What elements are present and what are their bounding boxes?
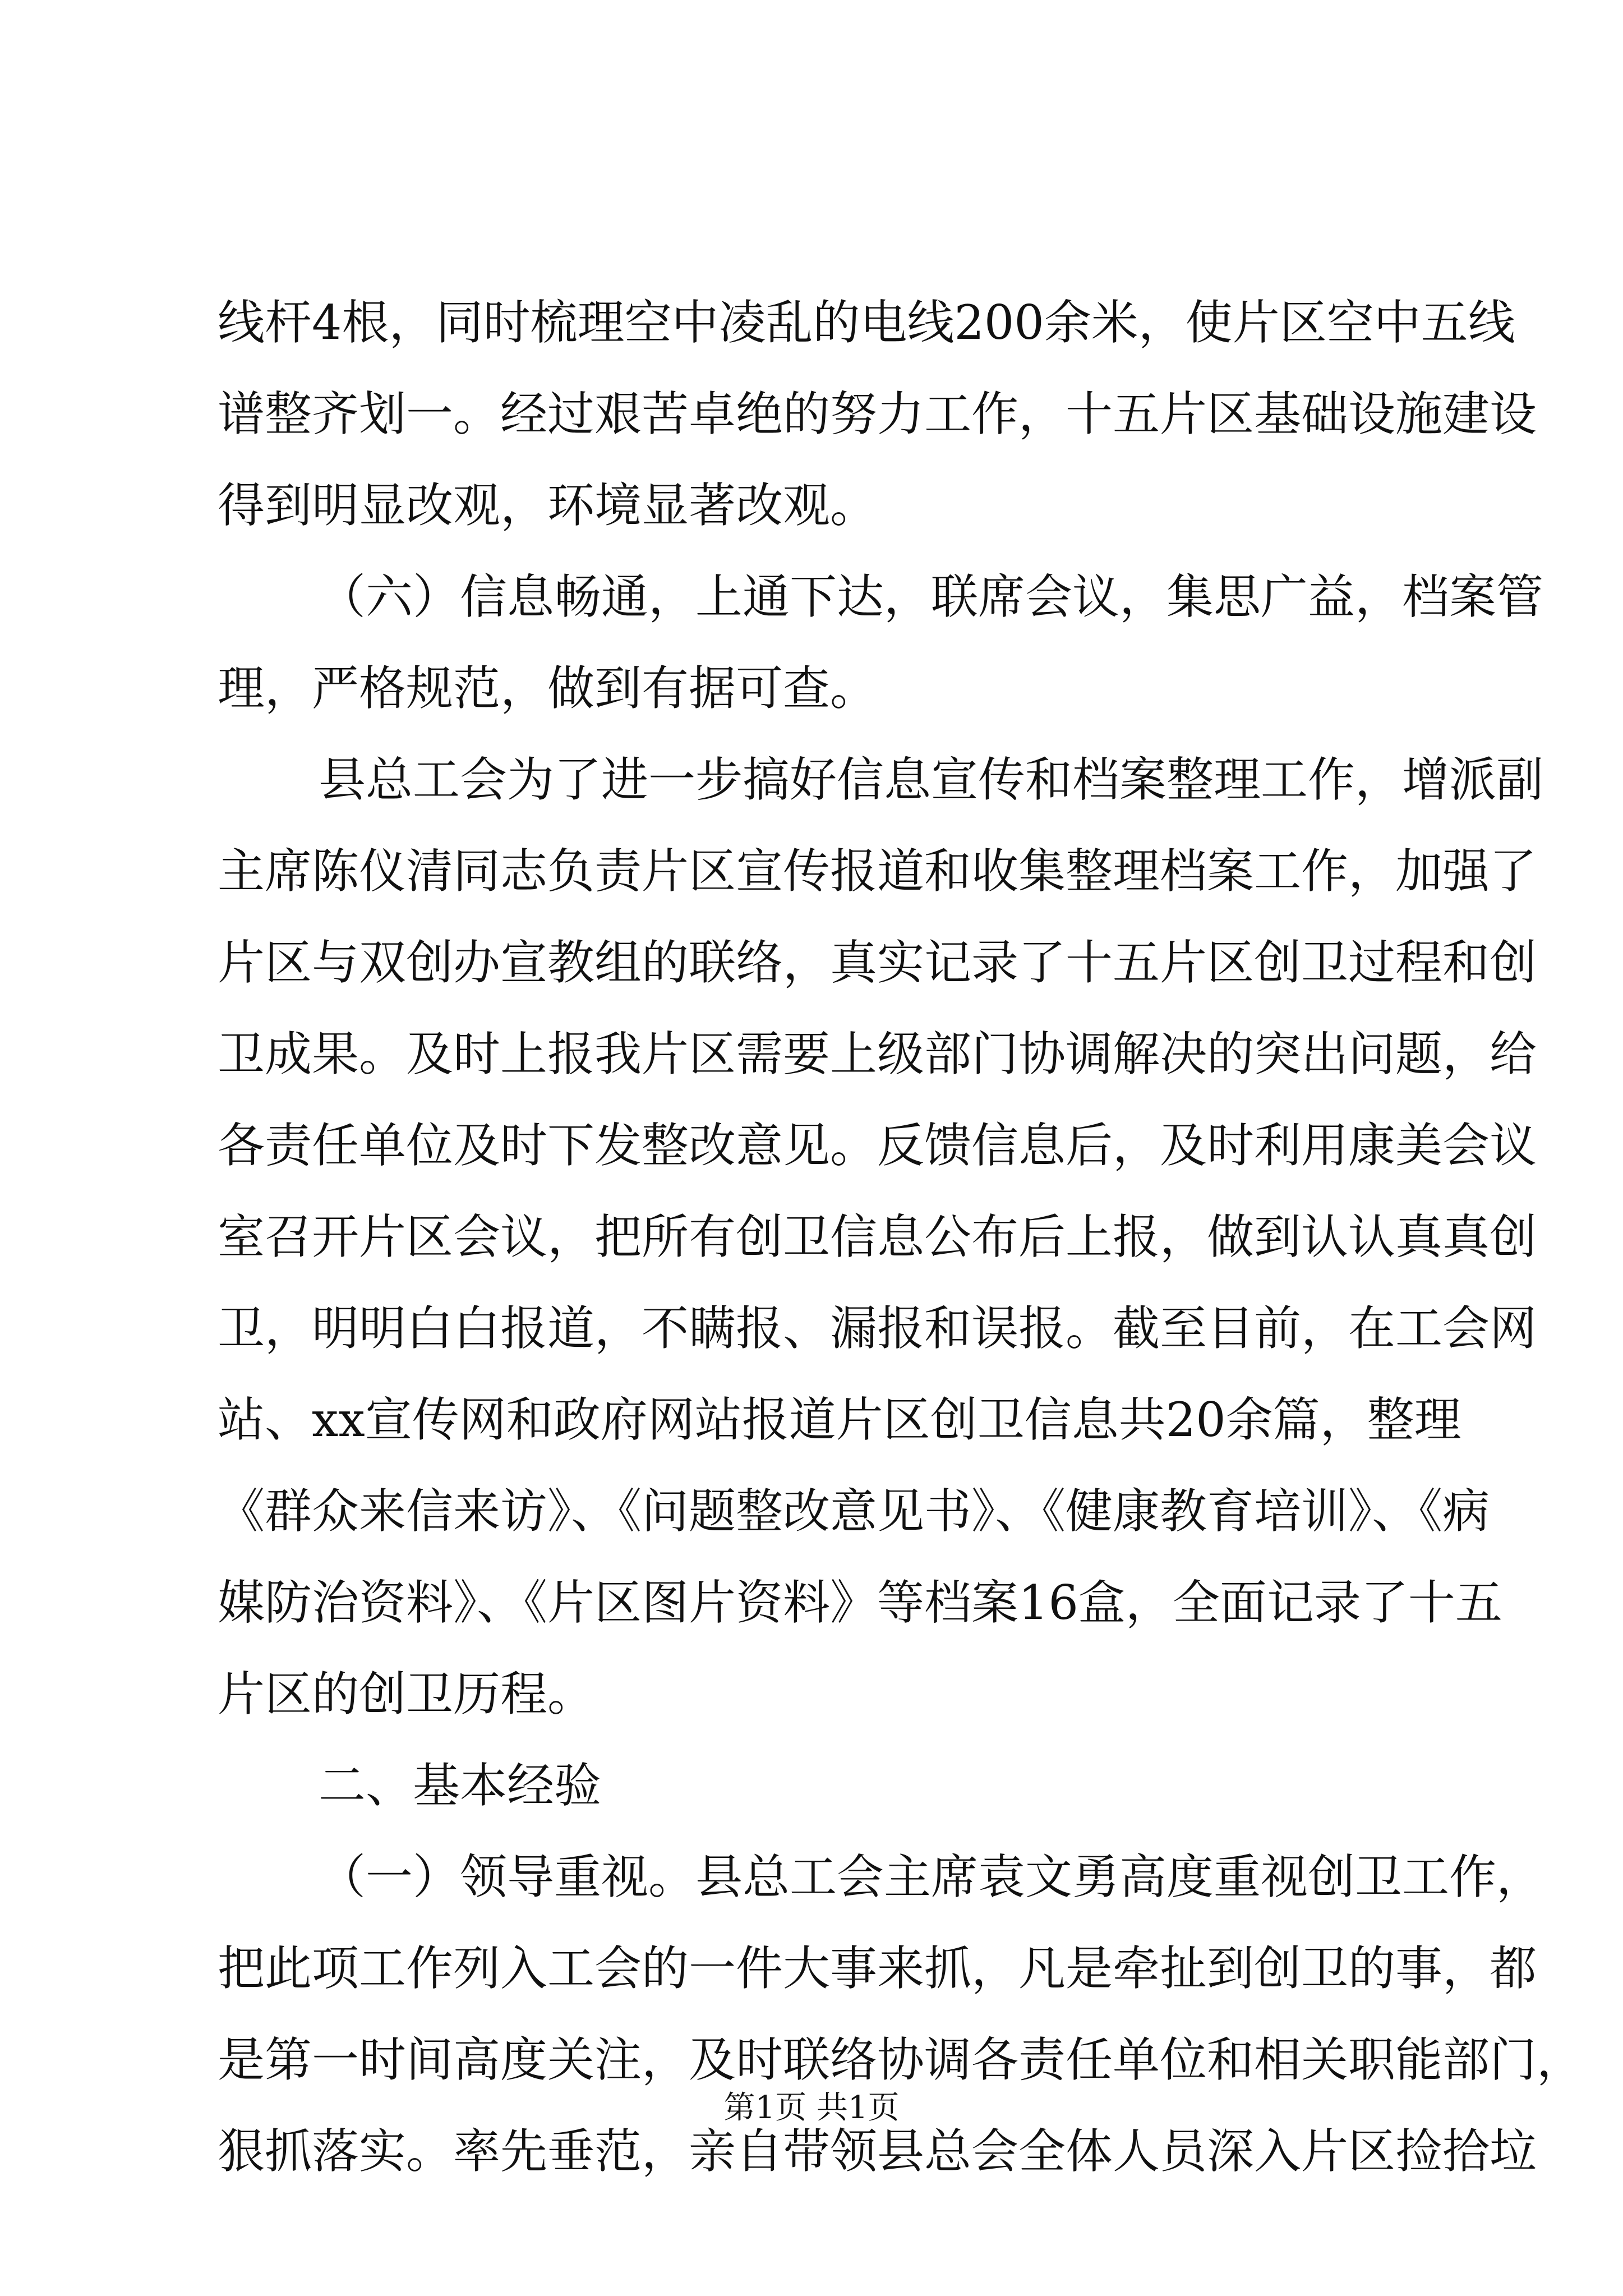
text-line: 谱整齐划一。经过艰苦卓绝的努力工作，十五片区基础设施建设 — [218, 386, 1537, 441]
document-body — [218, 277, 1584, 2197]
paragraph-start: 县总工会为了进一步搞好信息宣传和档案整理工作，增派副 — [319, 752, 1544, 807]
text-line: 线杆4根，同时梳理空中凌乱的电线200余米，使片区空中五线 — [218, 295, 1515, 350]
text-line: 片区与双创办宣教组的联络，真实记录了十五片区创卫过程和创 — [218, 935, 1537, 990]
page-footer: 第1页 共1页 — [723, 2090, 900, 2126]
text-line: 卫成果。及时上报我片区需要上级部门协调解决的突出问题，给 — [218, 1027, 1537, 1082]
text-line: 理，严格规范，做到有据可查。 — [218, 661, 878, 716]
text-line: 各责任单位及时下发整改意见。反馈信息后，及时利用康美会议 — [218, 1118, 1537, 1173]
text-line: 卫，明明白白报道，不瞒报、漏报和误报。截至目前，在工会网 — [218, 1301, 1537, 1356]
section-heading: 二、基本经验 — [319, 1758, 602, 1813]
text-line: 室召开片区会议，把所有创卫信息公布后上报，做到认认真真创 — [218, 1209, 1537, 1264]
text-line: 站、xx宣传网和政府网站报道片区创卫信息共20余篇，整理 — [218, 1392, 1461, 1447]
text-line: 《群众来信来访》、《问题整改意见书》、《健康教育培训》、《病 — [218, 1484, 1490, 1539]
section-heading: （六）信息畅通，上通下达，联席会议，集思广益，档案管 — [319, 569, 1544, 624]
text-line: 狠抓落实。率先垂范，亲自带领县总会全体人员深入片区捡拾垃 — [218, 2124, 1537, 2179]
section-heading: （一）领导重视。县总工会主席袁文勇高度重视创卫工作， — [319, 1849, 1544, 1904]
text-line: 片区的创卫历程。 — [218, 1667, 595, 1722]
text-line: 把此项工作列入工会的一件大事来抓，凡是牵扯到创卫的事，都 — [218, 1941, 1537, 1996]
text-line: 媒防治资料》、《片区图片资料》等档案16盒，全面记录了十五 — [218, 1575, 1502, 1630]
text-line: 得到明显改观，环境显著改观。 — [218, 478, 878, 533]
text-line: 主席陈仪清同志负责片区宣传报道和收集整理档案工作，加强了 — [218, 844, 1537, 899]
text-line: 是第一时间高度关注，及时联络协调各责任单位和相关职能部门， — [218, 2032, 1584, 2087]
